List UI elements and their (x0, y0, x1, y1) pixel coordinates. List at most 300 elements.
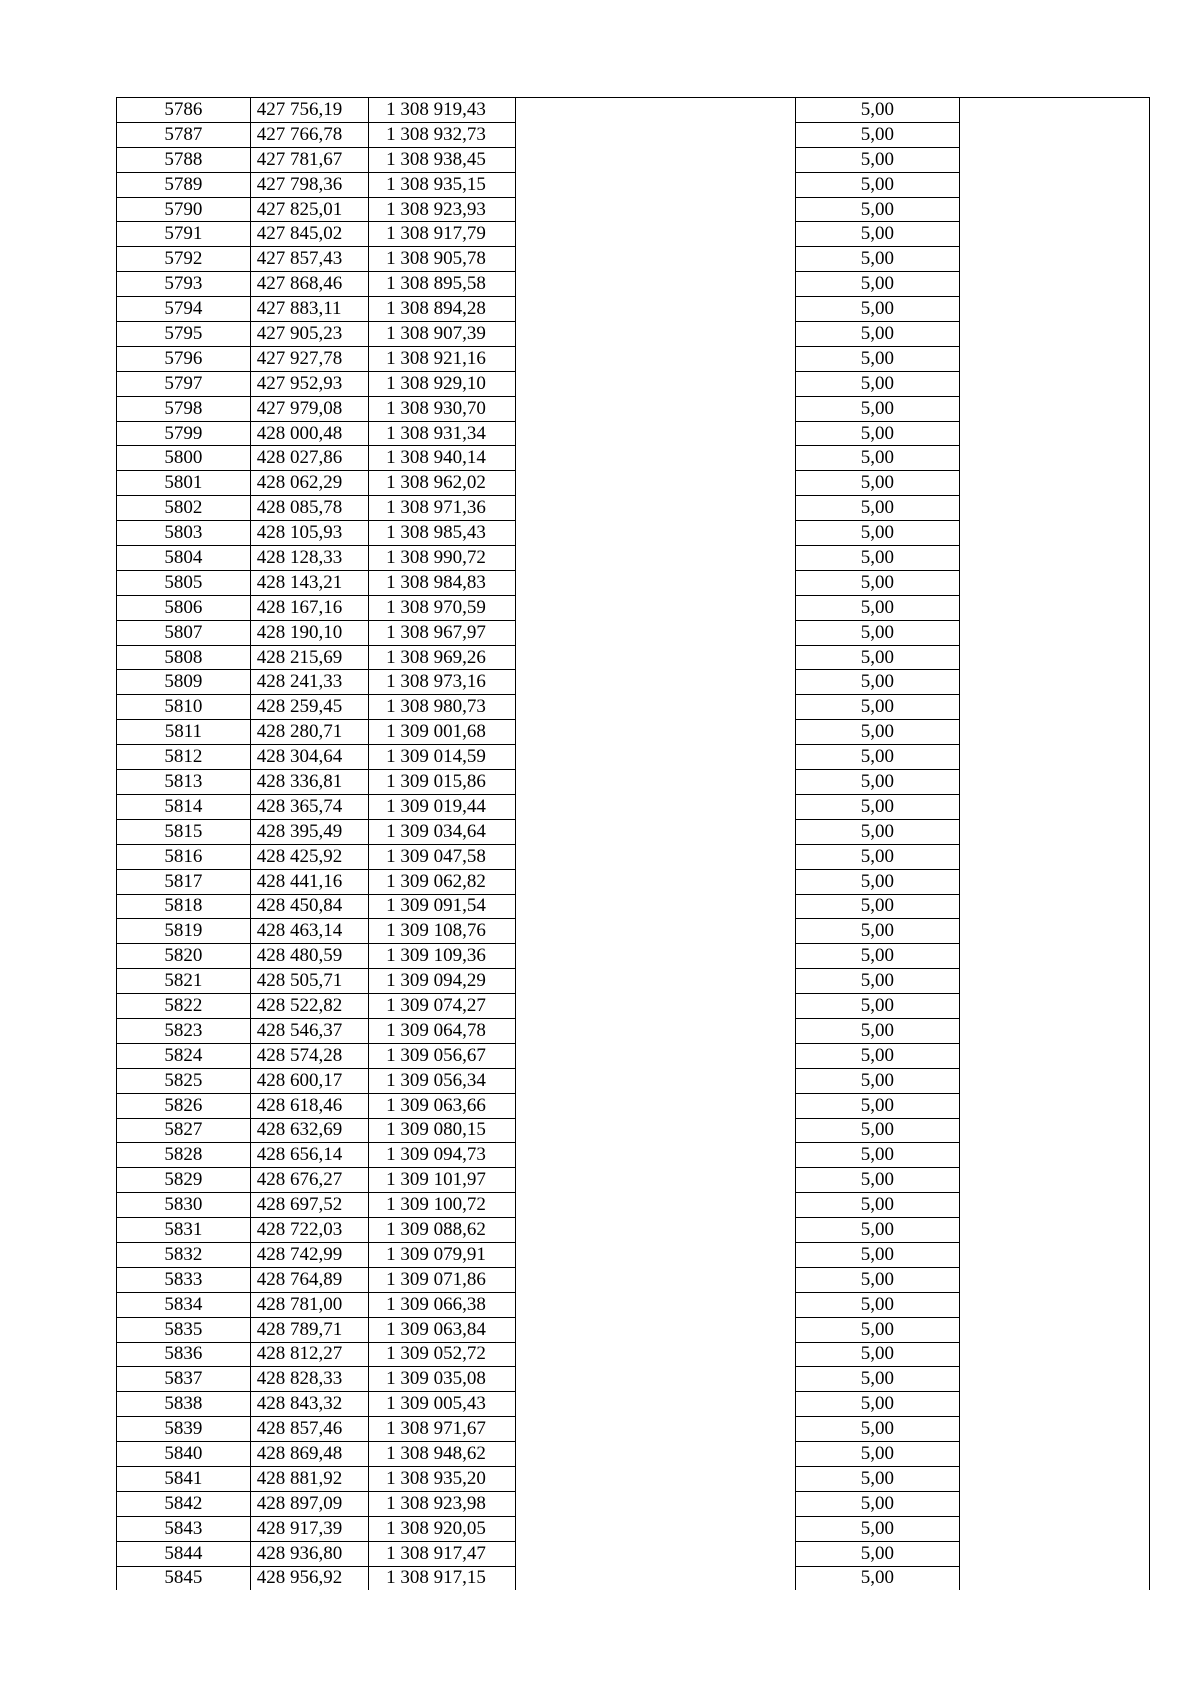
y-coordinate-cell: 1 308 990,72 (369, 546, 516, 571)
x-coordinate-cell: 428 764,89 (250, 1267, 368, 1292)
accuracy-value-cell: 5,00 (796, 222, 960, 247)
empty-cell (959, 695, 1149, 720)
empty-cell (516, 1417, 796, 1442)
empty-cell (959, 1018, 1149, 1043)
accuracy-value-cell: 5,00 (796, 620, 960, 645)
table-row (117, 1491, 1150, 1516)
point-number-cell: 5818 (117, 894, 251, 919)
point-number-cell: 5826 (117, 1093, 251, 1118)
point-number-cell: 5809 (117, 670, 251, 695)
empty-cell (959, 1168, 1149, 1193)
y-coordinate-cell: 1 308 938,45 (369, 147, 516, 172)
table-row (117, 595, 1150, 620)
x-coordinate-cell: 427 845,02 (250, 222, 368, 247)
point-number-cell: 5844 (117, 1541, 251, 1566)
point-number-cell: 5810 (117, 695, 251, 720)
accuracy-value-cell: 5,00 (796, 1417, 960, 1442)
accuracy-value-cell: 5,00 (796, 1168, 960, 1193)
point-number-cell: 5822 (117, 994, 251, 1019)
empty-cell (516, 1043, 796, 1068)
empty-cell (959, 1417, 1149, 1442)
accuracy-value-cell: 5,00 (796, 645, 960, 670)
y-coordinate-cell: 1 309 047,58 (369, 844, 516, 869)
y-coordinate-cell: 1 308 935,20 (369, 1466, 516, 1491)
accuracy-value-cell: 5,00 (796, 521, 960, 546)
y-coordinate-cell: 1 308 895,58 (369, 272, 516, 297)
empty-cell (959, 496, 1149, 521)
x-coordinate-cell: 428 463,14 (250, 919, 368, 944)
point-number-cell: 5829 (117, 1168, 251, 1193)
accuracy-value-cell: 5,00 (796, 446, 960, 471)
empty-cell (516, 1093, 796, 1118)
table-row (117, 172, 1150, 197)
y-coordinate-cell: 1 308 907,39 (369, 322, 516, 347)
empty-cell (959, 994, 1149, 1019)
empty-cell (516, 745, 796, 770)
table-row (117, 1143, 1150, 1168)
table-body (117, 98, 1150, 1591)
accuracy-value-cell: 5,00 (796, 1018, 960, 1043)
empty-cell (959, 421, 1149, 446)
point-number-cell: 5841 (117, 1466, 251, 1491)
y-coordinate-cell: 1 308 940,14 (369, 446, 516, 471)
table-row (117, 1168, 1150, 1193)
accuracy-value-cell: 5,00 (796, 471, 960, 496)
empty-cell (959, 1442, 1149, 1467)
y-coordinate-cell: 1 308 923,98 (369, 1491, 516, 1516)
point-number-cell: 5815 (117, 819, 251, 844)
y-coordinate-cell: 1 309 063,66 (369, 1093, 516, 1118)
table-row (117, 1317, 1150, 1342)
table-row (117, 496, 1150, 521)
point-number-cell: 5798 (117, 396, 251, 421)
empty-cell (959, 869, 1149, 894)
point-number-cell: 5799 (117, 421, 251, 446)
point-number-cell: 5803 (117, 521, 251, 546)
x-coordinate-cell: 428 656,14 (250, 1143, 368, 1168)
empty-cell (959, 1367, 1149, 1392)
point-number-cell: 5845 (117, 1566, 251, 1590)
accuracy-value-cell: 5,00 (796, 496, 960, 521)
table-row (117, 1218, 1150, 1243)
y-coordinate-cell: 1 308 948,62 (369, 1442, 516, 1467)
x-coordinate-cell: 428 062,29 (250, 471, 368, 496)
y-coordinate-cell: 1 309 109,36 (369, 944, 516, 969)
empty-cell (516, 1541, 796, 1566)
empty-cell (959, 1093, 1149, 1118)
x-coordinate-cell: 428 395,49 (250, 819, 368, 844)
table-row (117, 322, 1150, 347)
point-number-cell: 5816 (117, 844, 251, 869)
x-coordinate-cell: 428 280,71 (250, 720, 368, 745)
point-number-cell: 5791 (117, 222, 251, 247)
point-number-cell: 5800 (117, 446, 251, 471)
y-coordinate-cell: 1 309 101,97 (369, 1168, 516, 1193)
empty-cell (959, 1043, 1149, 1068)
accuracy-value-cell: 5,00 (796, 1242, 960, 1267)
empty-cell (516, 844, 796, 869)
table-row (117, 247, 1150, 272)
table-row (117, 1242, 1150, 1267)
accuracy-value-cell: 5,00 (796, 670, 960, 695)
accuracy-value-cell: 5,00 (796, 371, 960, 396)
table-row (117, 521, 1150, 546)
x-coordinate-cell: 428 105,93 (250, 521, 368, 546)
accuracy-value-cell: 5,00 (796, 994, 960, 1019)
y-coordinate-cell: 1 309 100,72 (369, 1193, 516, 1218)
table-row (117, 670, 1150, 695)
accuracy-value-cell: 5,00 (796, 894, 960, 919)
accuracy-value-cell: 5,00 (796, 1367, 960, 1392)
y-coordinate-cell: 1 309 071,86 (369, 1267, 516, 1292)
point-number-cell: 5786 (117, 98, 251, 123)
table-row (117, 1466, 1150, 1491)
y-coordinate-cell: 1 308 980,73 (369, 695, 516, 720)
x-coordinate-cell: 428 917,39 (250, 1516, 368, 1541)
table-row (117, 1516, 1150, 1541)
empty-cell (959, 122, 1149, 147)
accuracy-value-cell: 5,00 (796, 1516, 960, 1541)
point-number-cell: 5808 (117, 645, 251, 670)
empty-cell (516, 1118, 796, 1143)
empty-cell (516, 1218, 796, 1243)
table-row (117, 1093, 1150, 1118)
y-coordinate-cell: 1 308 967,97 (369, 620, 516, 645)
x-coordinate-cell: 428 812,27 (250, 1342, 368, 1367)
x-coordinate-cell: 427 905,23 (250, 322, 368, 347)
y-coordinate-cell: 1 308 905,78 (369, 247, 516, 272)
y-coordinate-cell: 1 308 962,02 (369, 471, 516, 496)
table-row (117, 695, 1150, 720)
x-coordinate-cell: 427 979,08 (250, 396, 368, 421)
y-coordinate-cell: 1 309 056,67 (369, 1043, 516, 1068)
point-number-cell: 5814 (117, 794, 251, 819)
accuracy-value-cell: 5,00 (796, 272, 960, 297)
empty-cell (959, 794, 1149, 819)
y-coordinate-cell: 1 309 094,29 (369, 969, 516, 994)
empty-cell (959, 1068, 1149, 1093)
x-coordinate-cell: 428 600,17 (250, 1068, 368, 1093)
table-row (117, 869, 1150, 894)
accuracy-value-cell: 5,00 (796, 98, 960, 123)
accuracy-value-cell: 5,00 (796, 819, 960, 844)
empty-cell (959, 1392, 1149, 1417)
point-number-cell: 5788 (117, 147, 251, 172)
y-coordinate-cell: 1 308 929,10 (369, 371, 516, 396)
empty-cell (516, 272, 796, 297)
table-row (117, 1292, 1150, 1317)
empty-cell (959, 371, 1149, 396)
x-coordinate-cell: 428 336,81 (250, 770, 368, 795)
empty-cell (516, 670, 796, 695)
empty-cell (516, 969, 796, 994)
empty-cell (516, 570, 796, 595)
empty-cell (959, 1516, 1149, 1541)
empty-cell (959, 272, 1149, 297)
accuracy-value-cell: 5,00 (796, 1118, 960, 1143)
empty-cell (959, 1267, 1149, 1292)
table-row (117, 1417, 1150, 1442)
empty-cell (516, 1267, 796, 1292)
x-coordinate-cell: 427 825,01 (250, 197, 368, 222)
x-coordinate-cell: 428 259,45 (250, 695, 368, 720)
empty-cell (959, 745, 1149, 770)
x-coordinate-cell: 428 936,80 (250, 1541, 368, 1566)
y-coordinate-cell: 1 308 969,26 (369, 645, 516, 670)
empty-cell (516, 247, 796, 272)
y-coordinate-cell: 1 309 005,43 (369, 1392, 516, 1417)
empty-cell (959, 1218, 1149, 1243)
y-coordinate-cell: 1 309 091,54 (369, 894, 516, 919)
empty-cell (959, 1466, 1149, 1491)
empty-cell (516, 1392, 796, 1417)
table-row (117, 1267, 1150, 1292)
accuracy-value-cell: 5,00 (796, 1466, 960, 1491)
empty-cell (516, 645, 796, 670)
empty-cell (959, 894, 1149, 919)
point-number-cell: 5789 (117, 172, 251, 197)
x-coordinate-cell: 428 843,32 (250, 1392, 368, 1417)
point-number-cell: 5838 (117, 1392, 251, 1417)
accuracy-value-cell: 5,00 (796, 297, 960, 322)
table-row (117, 570, 1150, 595)
x-coordinate-cell: 428 480,59 (250, 944, 368, 969)
table-row (117, 1342, 1150, 1367)
empty-cell (516, 122, 796, 147)
empty-cell (516, 894, 796, 919)
table-row (117, 919, 1150, 944)
y-coordinate-cell: 1 309 015,86 (369, 770, 516, 795)
y-coordinate-cell: 1 309 035,08 (369, 1367, 516, 1392)
empty-cell (516, 620, 796, 645)
accuracy-value-cell: 5,00 (796, 1491, 960, 1516)
empty-cell (516, 98, 796, 123)
y-coordinate-cell: 1 308 917,47 (369, 1541, 516, 1566)
table-row (117, 371, 1150, 396)
y-coordinate-cell: 1 308 971,36 (369, 496, 516, 521)
point-number-cell: 5834 (117, 1292, 251, 1317)
empty-cell (516, 1367, 796, 1392)
point-number-cell: 5811 (117, 720, 251, 745)
empty-cell (959, 322, 1149, 347)
empty-cell (959, 1292, 1149, 1317)
x-coordinate-cell: 428 881,92 (250, 1466, 368, 1491)
empty-cell (959, 1193, 1149, 1218)
empty-cell (959, 1566, 1149, 1590)
point-number-cell: 5843 (117, 1516, 251, 1541)
empty-cell (959, 396, 1149, 421)
x-coordinate-cell: 428 000,48 (250, 421, 368, 446)
table-row (117, 147, 1150, 172)
empty-cell (516, 496, 796, 521)
x-coordinate-cell: 428 304,64 (250, 745, 368, 770)
y-coordinate-cell: 1 308 971,67 (369, 1417, 516, 1442)
empty-cell (959, 471, 1149, 496)
accuracy-value-cell: 5,00 (796, 322, 960, 347)
x-coordinate-cell: 428 450,84 (250, 894, 368, 919)
table-row (117, 844, 1150, 869)
table-row (117, 620, 1150, 645)
point-number-cell: 5824 (117, 1043, 251, 1068)
point-number-cell: 5792 (117, 247, 251, 272)
accuracy-value-cell: 5,00 (796, 1442, 960, 1467)
empty-cell (959, 1242, 1149, 1267)
empty-cell (516, 471, 796, 496)
empty-cell (516, 446, 796, 471)
table-row (117, 1068, 1150, 1093)
point-number-cell: 5837 (117, 1367, 251, 1392)
table-row (117, 770, 1150, 795)
accuracy-value-cell: 5,00 (796, 247, 960, 272)
y-coordinate-cell: 1 309 094,73 (369, 1143, 516, 1168)
y-coordinate-cell: 1 309 079,91 (369, 1242, 516, 1267)
x-coordinate-cell: 428 781,00 (250, 1292, 368, 1317)
accuracy-value-cell: 5,00 (796, 944, 960, 969)
empty-cell (516, 322, 796, 347)
x-coordinate-cell: 428 143,21 (250, 570, 368, 595)
empty-cell (516, 1342, 796, 1367)
x-coordinate-cell: 427 857,43 (250, 247, 368, 272)
y-coordinate-cell: 1 308 917,79 (369, 222, 516, 247)
point-number-cell: 5839 (117, 1417, 251, 1442)
empty-cell (516, 770, 796, 795)
table-row (117, 969, 1150, 994)
table-row (117, 794, 1150, 819)
y-coordinate-cell: 1 309 088,62 (369, 1218, 516, 1243)
x-coordinate-cell: 427 766,78 (250, 122, 368, 147)
table-row (117, 819, 1150, 844)
point-number-cell: 5835 (117, 1317, 251, 1342)
empty-cell (516, 695, 796, 720)
point-number-cell: 5801 (117, 471, 251, 496)
empty-cell (516, 819, 796, 844)
accuracy-value-cell: 5,00 (796, 1317, 960, 1342)
accuracy-value-cell: 5,00 (796, 1093, 960, 1118)
accuracy-value-cell: 5,00 (796, 1143, 960, 1168)
point-number-cell: 5821 (117, 969, 251, 994)
empty-cell (959, 1317, 1149, 1342)
empty-cell (516, 346, 796, 371)
table-row (117, 894, 1150, 919)
table-row (117, 346, 1150, 371)
x-coordinate-cell: 427 952,93 (250, 371, 368, 396)
point-number-cell: 5831 (117, 1218, 251, 1243)
empty-cell (516, 869, 796, 894)
x-coordinate-cell: 428 215,69 (250, 645, 368, 670)
point-number-cell: 5813 (117, 770, 251, 795)
y-coordinate-cell: 1 309 001,68 (369, 720, 516, 745)
accuracy-value-cell: 5,00 (796, 421, 960, 446)
x-coordinate-cell: 427 756,19 (250, 98, 368, 123)
x-coordinate-cell: 428 441,16 (250, 869, 368, 894)
x-coordinate-cell: 428 365,74 (250, 794, 368, 819)
empty-cell (516, 222, 796, 247)
empty-cell (959, 595, 1149, 620)
point-number-cell: 5828 (117, 1143, 251, 1168)
accuracy-value-cell: 5,00 (796, 546, 960, 571)
accuracy-value-cell: 5,00 (796, 172, 960, 197)
x-coordinate-cell: 428 869,48 (250, 1442, 368, 1467)
table-row (117, 944, 1150, 969)
empty-cell (516, 1466, 796, 1491)
point-number-cell: 5842 (117, 1491, 251, 1516)
x-coordinate-cell: 428 546,37 (250, 1018, 368, 1043)
empty-cell (959, 521, 1149, 546)
table-row (117, 1566, 1150, 1590)
x-coordinate-cell: 428 857,46 (250, 1417, 368, 1442)
table-row (117, 222, 1150, 247)
x-coordinate-cell: 428 425,92 (250, 844, 368, 869)
table-row (117, 421, 1150, 446)
table-row (117, 1541, 1150, 1566)
x-coordinate-cell: 428 789,71 (250, 1317, 368, 1342)
accuracy-value-cell: 5,00 (796, 745, 960, 770)
table-row (117, 446, 1150, 471)
empty-cell (959, 770, 1149, 795)
table-row (117, 994, 1150, 1019)
x-coordinate-cell: 427 781,67 (250, 147, 368, 172)
point-number-cell: 5832 (117, 1242, 251, 1267)
y-coordinate-cell: 1 308 930,70 (369, 396, 516, 421)
empty-cell (516, 1317, 796, 1342)
empty-cell (516, 1143, 796, 1168)
empty-cell (959, 297, 1149, 322)
empty-cell (959, 570, 1149, 595)
empty-cell (959, 247, 1149, 272)
x-coordinate-cell: 428 697,52 (250, 1193, 368, 1218)
x-coordinate-cell: 428 956,92 (250, 1566, 368, 1590)
accuracy-value-cell: 5,00 (796, 1068, 960, 1093)
accuracy-value-cell: 5,00 (796, 570, 960, 595)
x-coordinate-cell: 428 632,69 (250, 1118, 368, 1143)
accuracy-value-cell: 5,00 (796, 969, 960, 994)
accuracy-value-cell: 5,00 (796, 197, 960, 222)
y-coordinate-cell: 1 308 985,43 (369, 521, 516, 546)
y-coordinate-cell: 1 308 921,16 (369, 346, 516, 371)
y-coordinate-cell: 1 309 080,15 (369, 1118, 516, 1143)
empty-cell (959, 1491, 1149, 1516)
table-row (117, 471, 1150, 496)
point-number-cell: 5787 (117, 122, 251, 147)
x-coordinate-cell: 428 574,28 (250, 1043, 368, 1068)
accuracy-value-cell: 5,00 (796, 346, 960, 371)
empty-cell (959, 819, 1149, 844)
empty-cell (959, 645, 1149, 670)
y-coordinate-cell: 1 308 932,73 (369, 122, 516, 147)
table-row (117, 1442, 1150, 1467)
accuracy-value-cell: 5,00 (796, 844, 960, 869)
empty-cell (516, 1242, 796, 1267)
empty-cell (516, 1168, 796, 1193)
point-number-cell: 5820 (117, 944, 251, 969)
empty-cell (959, 620, 1149, 645)
accuracy-value-cell: 5,00 (796, 1043, 960, 1068)
y-coordinate-cell: 1 308 931,34 (369, 421, 516, 446)
y-coordinate-cell: 1 309 034,64 (369, 819, 516, 844)
y-coordinate-cell: 1 308 973,16 (369, 670, 516, 695)
accuracy-value-cell: 5,00 (796, 1193, 960, 1218)
table-row (117, 720, 1150, 745)
empty-cell (959, 1118, 1149, 1143)
x-coordinate-cell: 428 128,33 (250, 546, 368, 571)
y-coordinate-cell: 1 309 108,76 (369, 919, 516, 944)
point-number-cell: 5819 (117, 919, 251, 944)
empty-cell (516, 421, 796, 446)
empty-cell (516, 371, 796, 396)
empty-cell (959, 969, 1149, 994)
table-row (117, 1118, 1150, 1143)
empty-cell (516, 1068, 796, 1093)
